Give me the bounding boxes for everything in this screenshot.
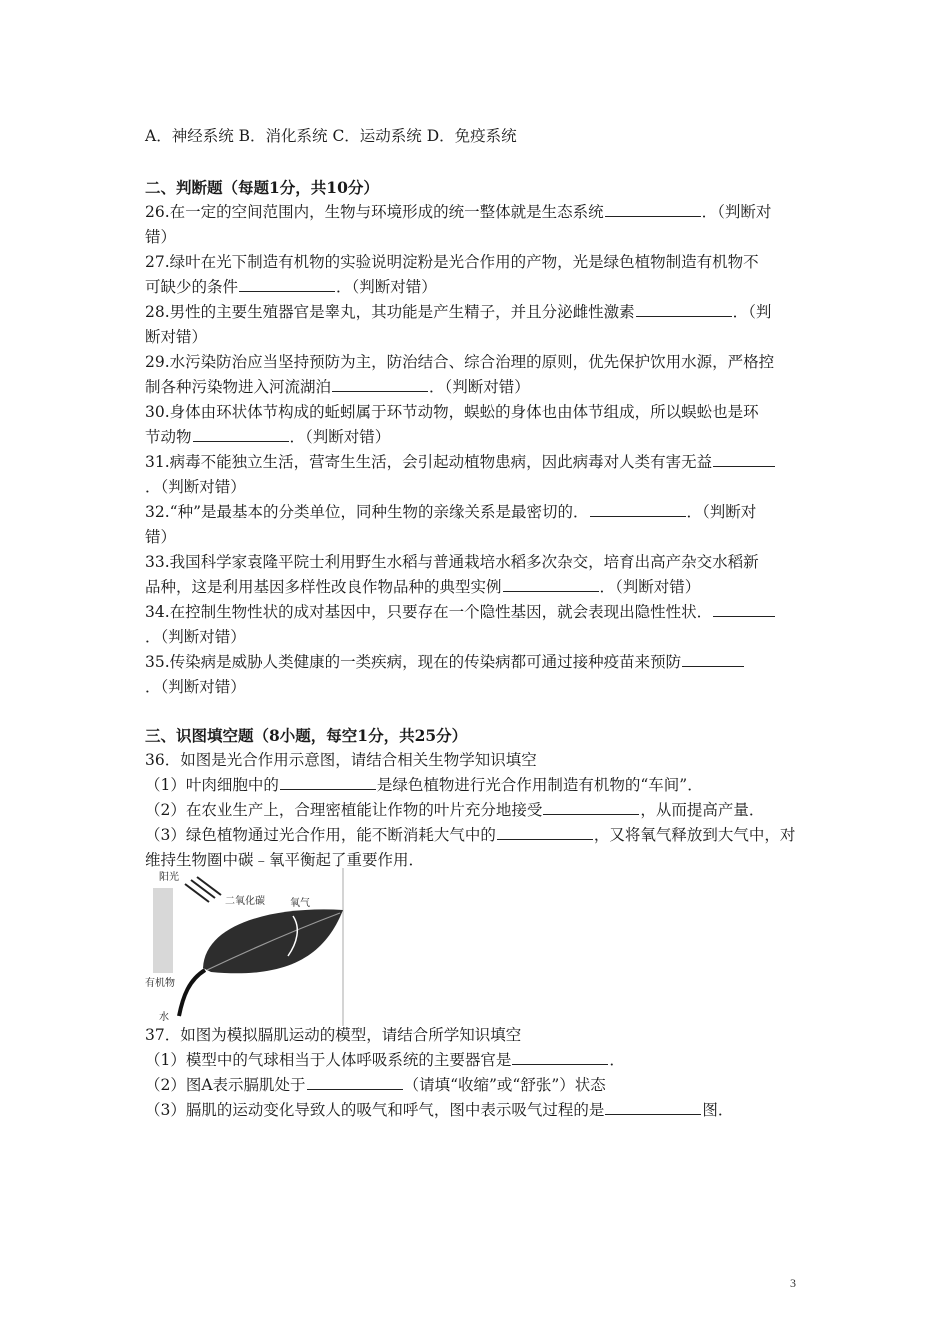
page-number: 3: [790, 1276, 796, 1290]
answer-blank[interactable]: [503, 577, 599, 592]
label-sunlight: 阳光: [159, 872, 179, 883]
answer-blank[interactable]: [307, 1075, 403, 1090]
q36-part2: （2）在农业生产上，合理密植能让作物的叶片充分地接受 ，从而提高产量．: [145, 801, 765, 819]
answer-blank[interactable]: [512, 1050, 608, 1065]
q32-line1: 32.“种”是最基本的分类单位，同种生物的亲缘关系是最密切的． ．（判断对: [145, 503, 757, 521]
answer-blank[interactable]: [280, 775, 376, 790]
answer-blank[interactable]: [239, 277, 335, 292]
answer-blank[interactable]: [497, 825, 593, 840]
photosynthesis-figure: [145, 868, 345, 1026]
q27-line1: 27.绿叶在光下制造有机物的实验说明淀粉是光合作用的产物，光是绿色植物制造有机物不: [145, 253, 759, 271]
answer-blank[interactable]: [605, 202, 701, 217]
q27-line2: 可缺少的条件 ．（判断对错）: [145, 278, 437, 296]
q37-part3: （3）膈肌的运动变化导致人的吸气和呼气，图中表示吸气过程的是 图．: [145, 1101, 734, 1119]
answer-blank[interactable]: [713, 452, 775, 467]
q36-stem: 36．如图是光合作用示意图，请结合相关生物学知识填空: [145, 751, 537, 769]
q34-line1: 34.在控制生物性状的成对基因中，只要存在一个隐性基因，就会表现出隐性性状．: [145, 600, 810, 625]
q34-line2: ．（判断对错）: [145, 628, 246, 646]
q31-line2: ．（判断对错）: [145, 478, 246, 496]
q26-line2: 错）: [145, 228, 177, 246]
q37-part1: （1）模型中的气球相当于人体呼吸系统的主要器官是 ．: [145, 1051, 625, 1069]
q29-line1: 29.水污染防治应当坚持预防为主，防治结合、综合治理的原则，优先保护饮用水源，严格控: [145, 353, 775, 371]
answer-blank[interactable]: [605, 1100, 701, 1115]
q28-line1: 28.男性的主要生殖器官是睾丸，其功能是产生精子，并且分泌雌性激素 ．（判: [145, 303, 772, 321]
q36-part1: （1）叶肉细胞中的 是绿色植物进行光合作用制造有机物的“车间”．: [145, 776, 703, 794]
label-water: 水: [159, 1012, 169, 1023]
answer-blank[interactable]: [636, 302, 732, 317]
q32-line2: 错）: [145, 528, 177, 546]
q26-line1: 26.在一定的空间范围内，生物与环境形成的统一整体就是生态系统 ．（判断对: [145, 203, 772, 221]
q36-part3-cont: 维持生物圈中碳﹣氧平衡起了重要作用．: [145, 851, 425, 869]
q28-line2: 断对错）: [145, 328, 208, 346]
q29-line2: 制各种污染物进入河流湖泊 ．（判断对错）: [145, 378, 530, 396]
q37-stem: 37．如图为模拟膈肌运动的模型，请结合所学知识填空: [145, 1026, 522, 1044]
label-organic: 有机物: [145, 978, 175, 989]
options-line: A．神经系统 B．消化系统 C．运动系统 D．免疫系统: [145, 127, 517, 145]
q33-line1: 33.我国科学家袁隆平院士利用野生水稻与普通栽培水稻多次杂交，培育出高产杂交水稻新: [145, 553, 759, 571]
q31-line1: 31.病毒不能独立生活，营寄生生活，会引起动植物患病，因此病毒对人类有害无益: [145, 450, 810, 475]
answer-blank[interactable]: [543, 800, 639, 815]
leaf-stem: [179, 970, 205, 1016]
q35-line1: 35.传染病是威胁人类健康的一类疾病，现在的传染病都可通过接种疫苗来预防: [145, 650, 810, 675]
q30-line1: 30.身体由环状体节构成的蚯蚓属于环节动物，蜈蚣的身体也由体节组成，所以蜈蚣也是环: [145, 403, 759, 421]
section2-title: 二、判断题（每题1分，共10分）: [145, 178, 379, 197]
label-o2: 氧气: [290, 898, 310, 909]
q35-line2: ．（判断对错）: [145, 678, 246, 696]
answer-blank[interactable]: [713, 602, 775, 617]
q37-part2: （2）图A表示膈肌处于 （请填“收缩”或“舒张”）状态: [145, 1076, 606, 1094]
q36-part3: （3）绿色植物通过光合作用，能不断消耗大气中的 ，又将氧气释放到大气中，对: [145, 826, 796, 844]
q30-line2: 节动物 ．（判断对错）: [145, 428, 391, 446]
section3-title: 三、识图填空题（8小题，每空1分，共25分）: [145, 726, 468, 745]
answer-blank[interactable]: [193, 427, 289, 442]
leaf-shape: [203, 909, 343, 973]
answer-blank[interactable]: [682, 652, 744, 667]
answer-blank[interactable]: [590, 502, 686, 517]
q33-line2: 品种，这是利用基因多样性改良作物品种的典型实例 ．（判断对错）: [145, 578, 701, 596]
answer-blank[interactable]: [332, 377, 428, 392]
label-co2: 二氧化碳: [225, 896, 265, 907]
